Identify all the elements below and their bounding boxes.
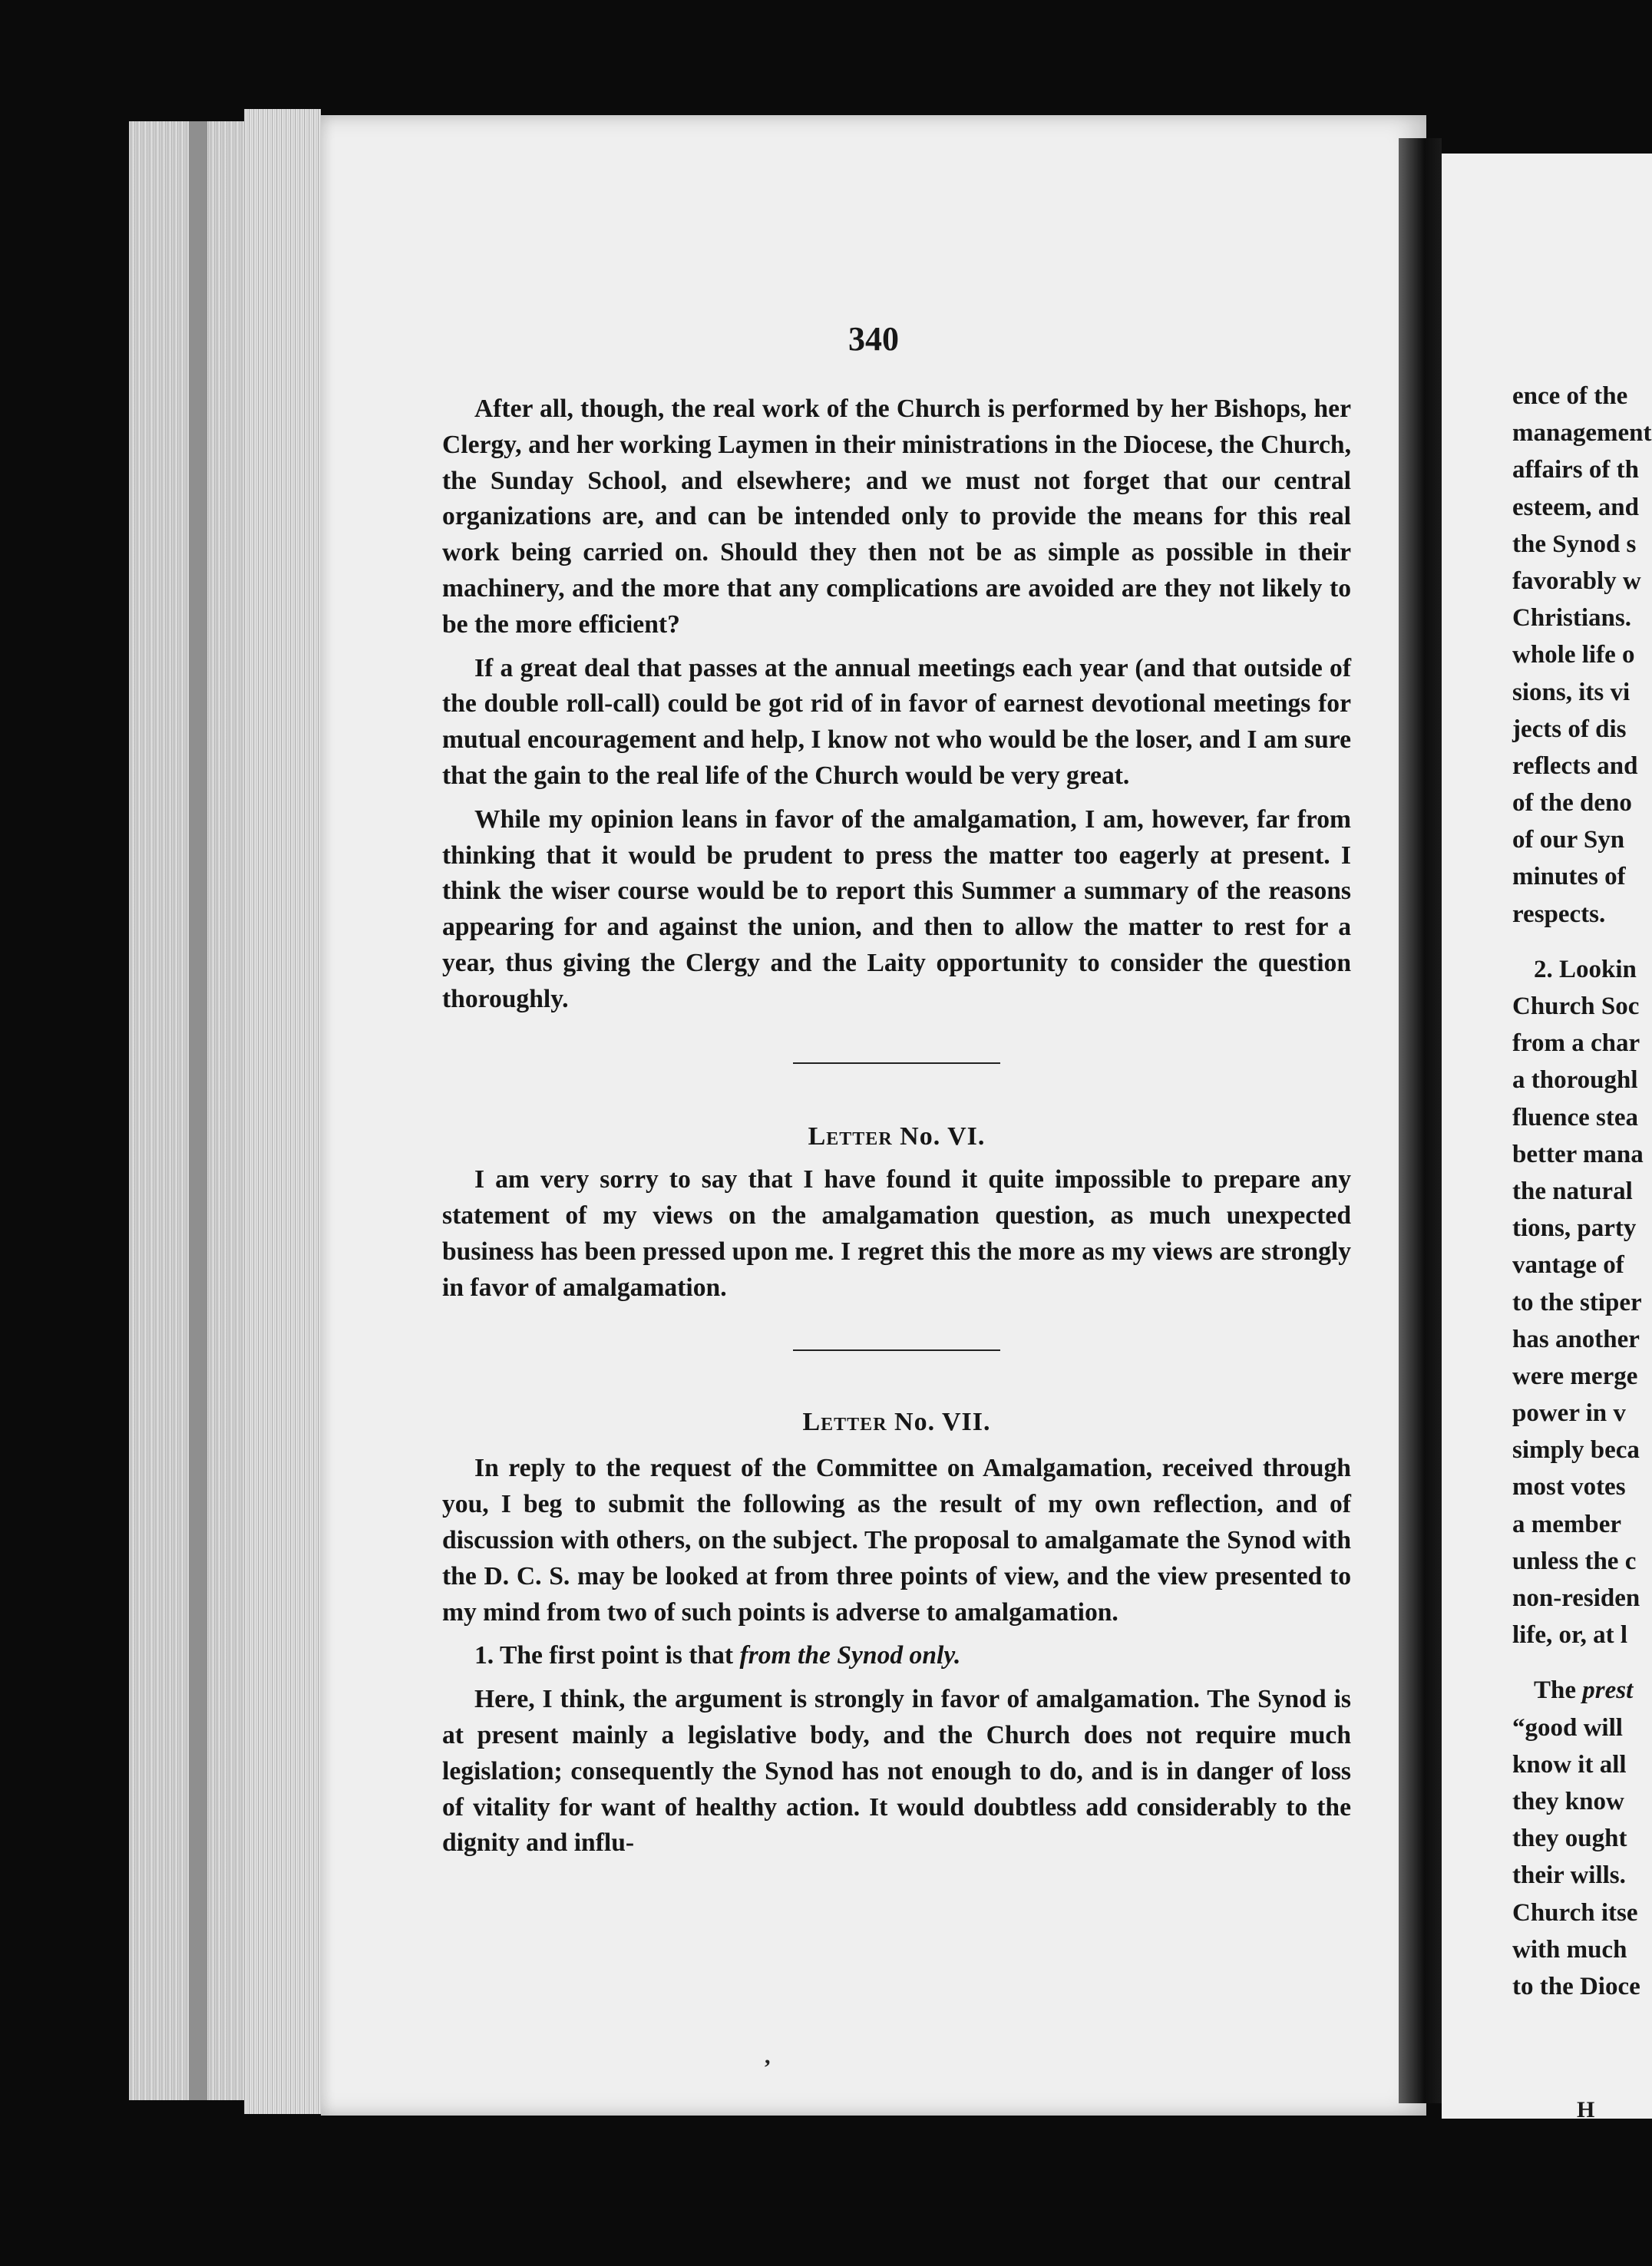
right-line: affairs of th	[1512, 456, 1639, 484]
right-line: “good will	[1512, 1713, 1623, 1742]
right-line: Church itse	[1512, 1898, 1638, 1927]
right-page-text	[1512, 378, 1652, 2005]
letter-7-heading-word: Letter	[802, 1407, 887, 1436]
right-line: were merge	[1512, 1362, 1638, 1390]
letter-7-heading-number: No. VII.	[894, 1407, 991, 1436]
paragraph-3: While my opinion leans in favor of the amalgamation, I am, however, far from thinking that it would be prudent to press the matter too eagerly at present. I think the wiser course would be to report this Summer a summary of the reasons appearing for and against the union, and then to allow the matter to rest for a year, thus giving the Clergy and the Laity opportunity to consider the question thoroughly.	[442, 804, 1351, 1013]
right-line: favorably w	[1512, 566, 1641, 595]
right-line: a member	[1512, 1510, 1622, 1538]
left-page	[321, 115, 1426, 2116]
right-line: power in v	[1512, 1399, 1626, 1428]
left-page-text	[442, 391, 1351, 1869]
right-line: Church Soc	[1512, 993, 1640, 1020]
right-line-lead-italic: prest	[1582, 1676, 1634, 1705]
letter-6-heading	[442, 1119, 1351, 1155]
right-line: minutes of	[1512, 863, 1626, 891]
right-line: to the stiper	[1512, 1288, 1642, 1316]
right-line: of our Syn	[1512, 826, 1625, 854]
letter-6-heading-word: Letter	[808, 1121, 893, 1151]
right-line: a thoroughl	[1512, 1066, 1638, 1095]
letter-7-point-1	[442, 1638, 1351, 1674]
section-rule	[793, 1349, 1000, 1351]
page-edges-outer	[129, 121, 244, 2100]
page-edges-inner	[244, 109, 321, 2114]
right-line: esteem, and	[1512, 493, 1639, 521]
letter-6-heading-number: No. VI.	[900, 1121, 986, 1151]
right-line: they know	[1512, 1787, 1624, 1815]
right-line: from a char	[1512, 1029, 1640, 1058]
section-rule	[793, 1062, 1000, 1064]
right-line-lead-text: The	[1534, 1676, 1583, 1705]
right-line: ence of the	[1512, 382, 1628, 410]
right-page	[1442, 154, 1652, 2119]
right-line: has another	[1512, 1325, 1640, 1353]
paragraph-gap	[1512, 933, 1652, 951]
right-line: their wills.	[1512, 1861, 1626, 1890]
right-line: with much	[1512, 1935, 1627, 1964]
letter-7-paragraph-1: In reply to the request of the Committee on Amalgamation, received through you, I beg to submit the following as the result of my own reflection, and of discussion with others, on the subject. The proposal to amalgamate the Synod with the D. C. S. may be looked at from three points of view, and the view presented to my mind from two of such points is adverse to amalgamation.	[442, 1454, 1351, 1627]
right-line: tions, party	[1512, 1214, 1637, 1243]
right-line: the Synod s	[1512, 530, 1637, 558]
right-line: the natural	[1512, 1177, 1633, 1205]
right-line: whole life o	[1512, 641, 1635, 669]
right-line-lead	[1512, 1672, 1652, 1709]
letter-7-point-1-lead: 1. The first point is that	[474, 1641, 740, 1670]
letter-6-body: I am very sorry to say that I have found it quite impossible to prepare any statement of my views on the amalgamation question, as much unexpected business has been pressed upon me. I regret this the more as my views are strongly in favor of amalgamation.	[442, 1165, 1351, 1302]
book-gutter	[1399, 138, 1442, 2103]
letter-7-paragraph-3: Here, I think, the argument is strongly in favor of amalgamation. The Synod is at present mainly a legislative body, and the Church does not require much legislation; consequently the Synod has not enough to do, and is in danger of loss of vitality for want of healthy action. It would doubtless add considerably to the dignity and influ-	[442, 1685, 1351, 1858]
right-line: most votes	[1512, 1473, 1626, 1501]
paragraph-1: After all, though, the real work of the Church is performed by her Bishops, her Clergy, and her working Laymen in their ministrations in the Diocese, the Church, the Sunday School, and elsewhere; and we must not forget that our central organizations are, and can be intended only to provide the means for this real work being carried on. Should they then not be as simple as possible in their machinery, and the more that any complications are avoided are they not likely to be the more efficient?	[442, 395, 1351, 639]
stray-ink-mark: ,	[765, 2043, 771, 2069]
right-line: better mana	[1512, 1140, 1644, 1168]
page-edges-shadow	[189, 121, 207, 2100]
right-line: unless the c	[1512, 1547, 1637, 1575]
right-line: non-residen	[1512, 1584, 1640, 1612]
right-line: jects of dis	[1512, 715, 1627, 743]
right-line: sions, its vi	[1512, 678, 1631, 706]
right-line: know it all	[1512, 1750, 1627, 1779]
right-line: they ought	[1512, 1825, 1627, 1853]
letter-7-heading	[442, 1405, 1351, 1441]
right-line: reflects and	[1512, 751, 1638, 780]
right-line: respects.	[1512, 900, 1606, 928]
right-line: simply beca	[1512, 1436, 1640, 1465]
letter-7-point-1-italic: from the Synod only.	[739, 1641, 961, 1670]
right-line: 2. Lookin	[1534, 955, 1637, 983]
page-number: 340	[848, 320, 899, 358]
right-line: to the Dioce	[1512, 1972, 1640, 2000]
right-line: fluence stea	[1512, 1103, 1639, 1131]
right-line: of the deno	[1512, 789, 1632, 818]
right-line: vantage of	[1512, 1251, 1624, 1280]
paragraph-gap	[1512, 1653, 1652, 1672]
right-line: management	[1512, 419, 1652, 448]
paragraph-2: If a great deal that passes at the annual meetings each year (and that outside of the double roll-call) could be got rid of in favor of earnest devotional meetings for mutual encouragement and help, I know not who would be the loser, and I am sure that the gain to the real life of the Church would be very great.	[442, 653, 1351, 790]
right-line: life, or, at l	[1512, 1621, 1627, 1650]
right-page-signature-mark: H	[1577, 2097, 1595, 2119]
right-line: Christians.	[1512, 604, 1631, 633]
